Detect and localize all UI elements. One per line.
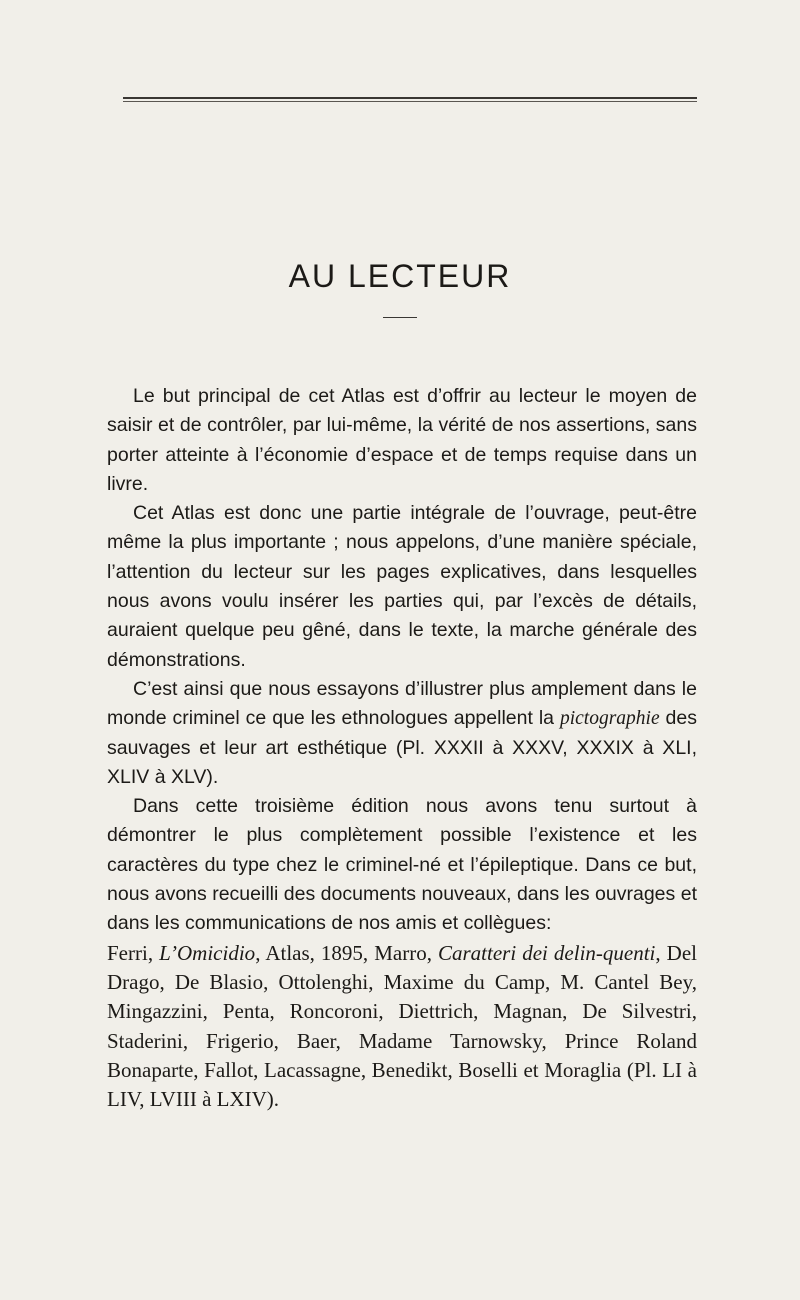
caratteri-title: Caratteri dei delin-quenti (438, 940, 656, 965)
omicidio-title: L’Omicidio (159, 940, 256, 965)
top-double-rule (123, 97, 697, 99)
top-double-rule-thin (123, 101, 697, 102)
body-text (107, 382, 697, 1114)
page-title: AU LECTEUR (288, 258, 512, 294)
title-divider (383, 317, 417, 318)
paragraph-1: Le but principal de cet Atlas est d’offrir au lecteur le moyen de saisir et de contrôler, par lui-même, la vérité de nos assertions, sans porter atteinte à l’économie d’espace et de temps requise dans un livre. (107, 385, 697, 495)
paragraph-4: Dans cette troisième édition nous avons tenu surtout à démontrer le plus complètement possible l’existence et les caractères du type chez le criminel-né et l’épileptique. Dans ce but, nous avons recueilli des documents nouveaux, dans les ouvrages et dans les communications de nos amis et collègues: (107, 795, 697, 935)
paragraph-2: Cet Atlas est donc une partie intégrale de l’ouvrage, peut-être même la plus importante ; nous appelons, d’une manière spéciale, l’attention du lecteur sur les pages explicatives, dans lesquelles nous avons voulu insérer les parties qui, par l’excès de détails, auraient quelque peu gêné, dans le texte, la marche générale des démonstrations. (107, 502, 697, 671)
paragraph-3-part-a: C’est ainsi que nous essayons d’illustrer plus amplement dans le monde criminel ce que les ethnologues appellent la (107, 677, 697, 730)
paragraph-5-part-a: Ferri, (107, 940, 160, 965)
paragraph-5-part-b: , Atlas, 1895, Marro, (255, 940, 438, 965)
paragraph-5-part-c: , Del Drago, De Blasio, Ottolenghi, Maxime du Camp, M. Cantel Bey, Mingazzini, Penta, Roncoroni, Diettrich, Magnan, De Silvestri, Staderini, Frigerio, Baer, Madame Tarnowsky, Prince Roland Bonaparte, Fallot, Lacassagne, Benedikt, Boselli et Moraglia (Pl. LI à LIV, LVIII à LXIV). (107, 940, 698, 1112)
paragraph-5 (107, 939, 697, 1115)
paragraph-3 (107, 675, 697, 792)
pictographie-term: pictographie (559, 708, 660, 730)
paragraph-3-part-b: des sauvages et leur art esthétique (Pl. XXXII à XXXV, XXXIX à XLI, XLIV à XLV). (107, 707, 697, 788)
